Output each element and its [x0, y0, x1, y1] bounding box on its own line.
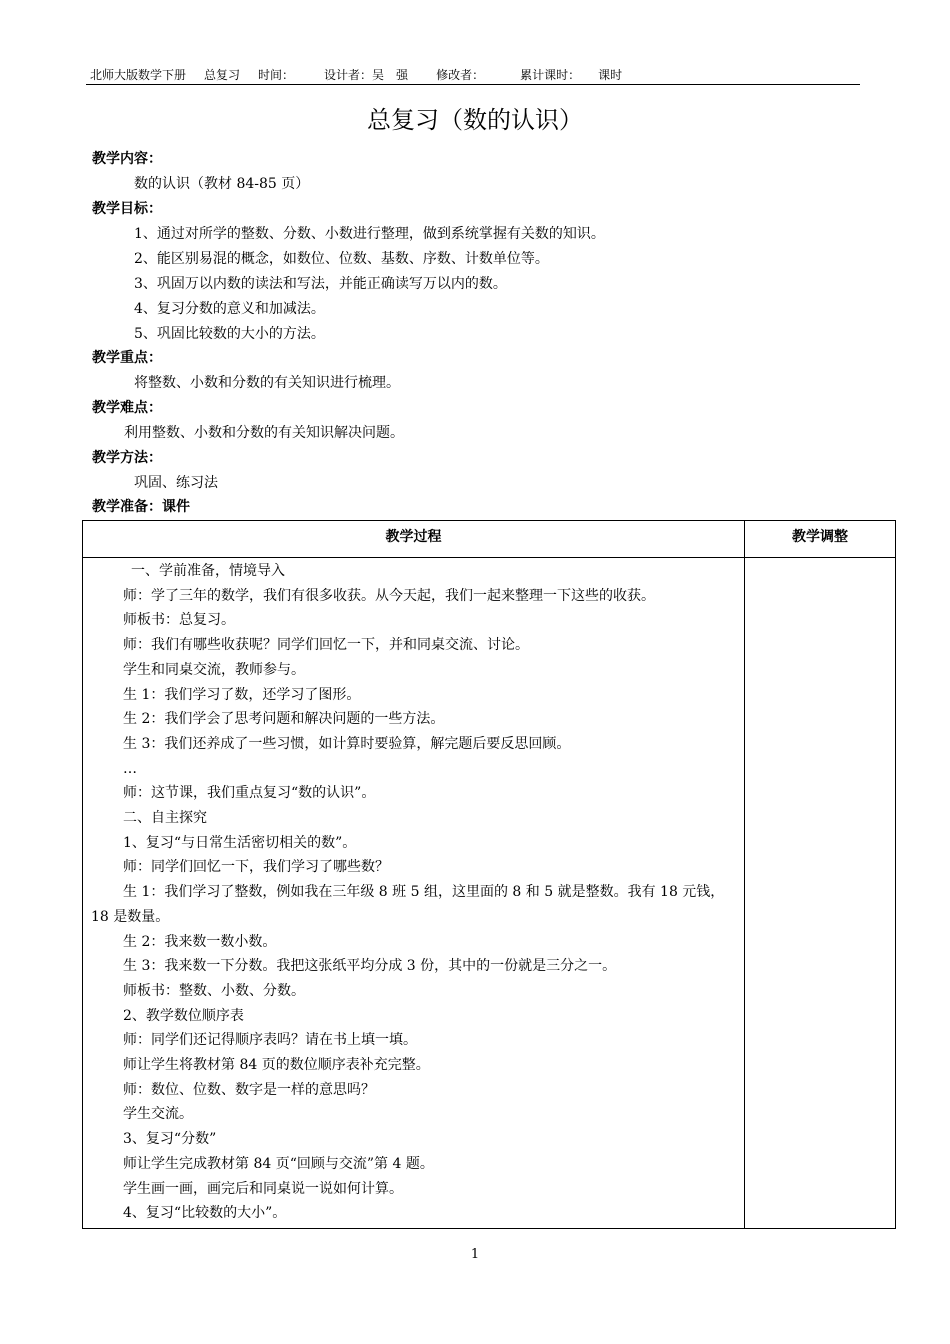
process-line: …: [123, 760, 137, 777]
header-designer: 设计者：吴 强: [324, 68, 409, 82]
goals-heading: 教学目标：: [92, 201, 162, 217]
page-number: 1: [470, 1247, 480, 1262]
process-line: 师板书：整数、小数、分数。: [123, 982, 305, 999]
process-line: 师：我们有哪些收获呢？同学们回忆一下，并和同桌交流、讨论。: [123, 637, 529, 654]
content-heading: 教学内容：: [92, 151, 162, 167]
process-line: 生 1：我们学习了整数，例如我在三年级 8 班 5 组，这里面的 8 和 5 就是整数。我有 18 元钱，18 是数量。: [91, 884, 725, 925]
process-line: 生 2：我来数一数小数。: [123, 933, 277, 950]
process-line: 师：同学们回忆一下，我们学习了哪些数？: [123, 859, 389, 876]
method-heading: 教学方法：: [92, 450, 162, 466]
process-cell: [91, 559, 741, 1226]
process-line: 师：学了三年的数学，我们有很多收获。从今天起，我们一起来整理一下这些的收获。: [123, 587, 655, 604]
process-line: 生 3：我们还养成了一些习惯，如计算时要验算，解完题后要反思回顾。: [123, 735, 571, 752]
difficulty-heading: 教学难点：: [92, 400, 162, 416]
goal-item: 5、巩固比较数的大小的方法。: [134, 326, 325, 342]
lesson-table: [82, 520, 896, 1229]
process-line: 学生交流。: [123, 1106, 193, 1123]
goal-item: 1、通过对所学的整数、分数、小数进行整理，做到系统掌握有关数的知识。: [134, 226, 605, 242]
goal-item: 2、能区别易混的概念，如数位、位数、基数、序数、计数单位等。: [134, 251, 549, 267]
process-line: 师：数位、位数、数字是一样的意思吗？: [123, 1081, 375, 1098]
column-header-process: 教学过程: [385, 529, 442, 545]
header-cumulative: 累计课时：: [520, 68, 581, 82]
header-time: 时间：: [258, 68, 295, 82]
process-line: 师：这节课，我们重点复习“数的认识”。: [123, 785, 376, 802]
process-line: 二、自主探究: [123, 810, 207, 827]
header-period: 课时: [598, 68, 623, 82]
goal-item: 3、巩固万以内数的读法和写法，并能正确读写万以内的数。: [134, 276, 507, 292]
page-title: 总复习（数的认识）: [367, 106, 583, 134]
column-header-adjustment: 教学调整: [792, 529, 848, 545]
column-divider: [744, 521, 745, 1228]
process-line: 师让学生完成教材第 84 页“回顾与交流”第 4 题。: [123, 1155, 434, 1172]
process-line: 生 1：我们学习了数，还学习了图形。: [123, 686, 361, 703]
running-header: [90, 66, 860, 84]
header-reviser: 修改者：: [436, 68, 485, 82]
difficulty-text: 利用整数、小数和分数的有关知识解决问题。: [124, 425, 404, 441]
process-line: 师：同学们还记得顺序表吗？请在书上填一填。: [123, 1032, 417, 1049]
key-point-text: 将整数、小数和分数的有关知识进行梳理。: [134, 375, 400, 391]
process-line: 4、复习“比较数的大小”。: [123, 1205, 287, 1222]
header-book: 北师大版数学下册: [90, 68, 187, 82]
process-line: 学生画一画，画完后和同桌说一说如何计算。: [123, 1180, 403, 1197]
method-text: 巩固、练习法: [134, 475, 218, 491]
header-divider: [86, 84, 860, 85]
goal-item: 4、复习分数的意义和加减法。: [134, 301, 325, 317]
process-line: 生 3：我来数一下分数。我把这张纸平均分成 3 份，其中的一份就是三分之一。: [123, 958, 617, 975]
header-unit: 总复习: [204, 68, 241, 82]
process-line: 生 2：我们学会了思考问题和解决问题的一些方法。: [123, 711, 445, 728]
process-line: 3、复习“分数”: [123, 1131, 217, 1148]
process-line: 1、复习“与日常生活密切相关的数”。: [123, 834, 357, 851]
key-point-heading: 教学重点：: [92, 350, 162, 366]
process-line: 2、教学数位顺序表: [123, 1007, 244, 1024]
process-line: 师板书：总复习。: [123, 612, 235, 629]
process-line: 学生和同桌交流，教师参与。: [123, 661, 305, 678]
preparation-heading: 教学准备：课件: [92, 499, 190, 515]
process-line: 师让学生将教材第 84 页的数位顺序表补充完整。: [123, 1057, 430, 1074]
process-line: 一、学前准备，情境导入: [131, 563, 285, 579]
content-text: 数的认识（教材 84-85 页）: [134, 176, 310, 192]
